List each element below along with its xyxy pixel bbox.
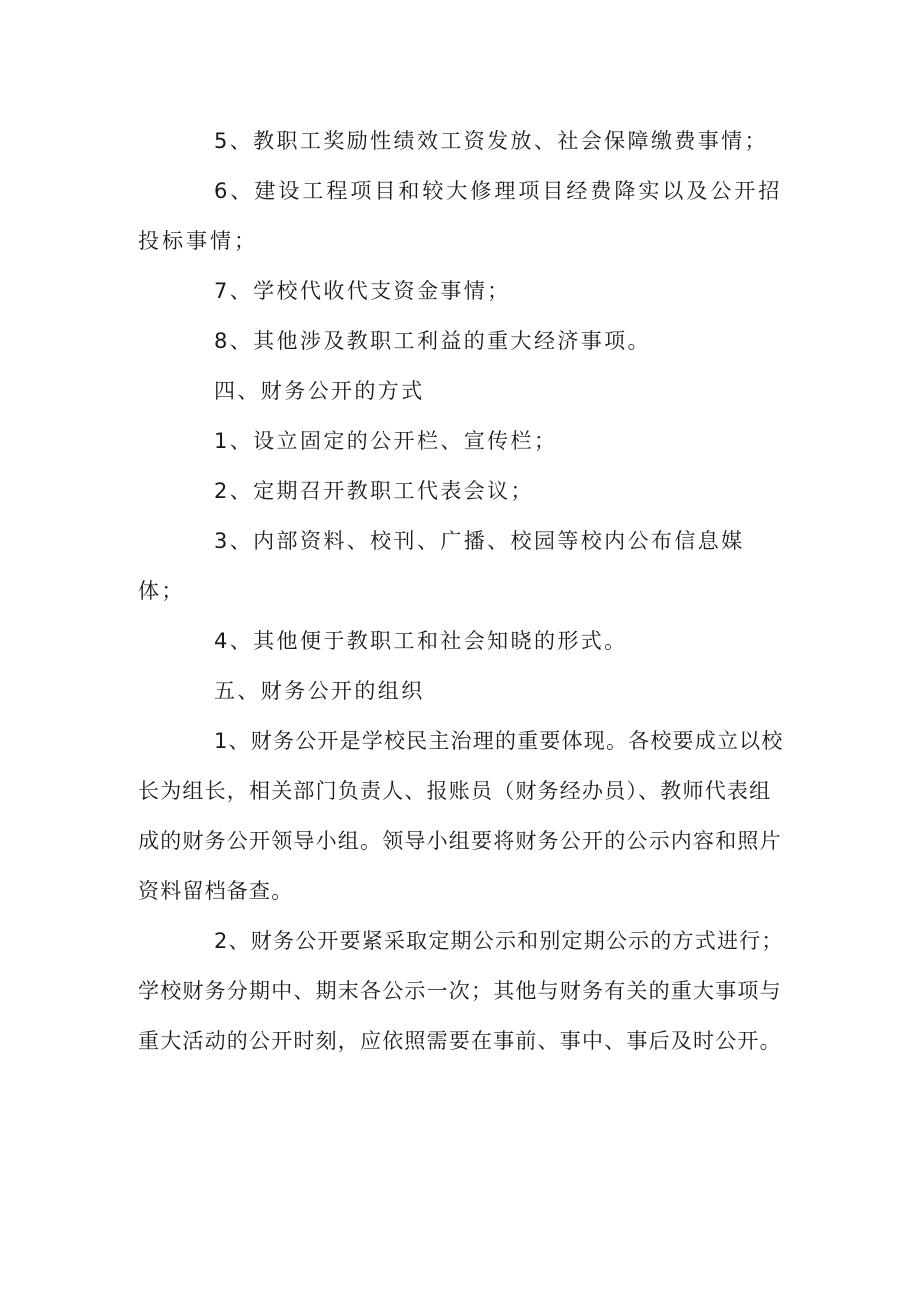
paragraph-item-6: 6、建设工程项目和较大修理项目经费降实以及公开招投标事情； — [138, 179, 783, 253]
paragraph-org-2: 2、财务公开要紧采取定期公示和别定期公示的方式进行；学校财务分期中、期末各公示一次；其他与财务有关的重大事项与重大活动的公开时刻，应依照需要在事前、事中、事后及时公开。 — [138, 929, 784, 1053]
paragraph-method-2: 2、定期召开教职工代表会议； — [214, 479, 534, 503]
section-heading-4: 四、财务公开的方式 — [214, 379, 425, 403]
document-body — [138, 116, 788, 1066]
paragraph-method-4: 4、其他便于教职工和社会知晓的形式。 — [214, 629, 628, 653]
paragraph-item-7: 7、学校代收代支资金事情； — [214, 279, 511, 303]
paragraph-item-5: 5、教职工奖励性绩效工资发放、社会保障缴费事情； — [214, 129, 768, 153]
paragraph-method-3: 3、内部资料、校刊、广播、校园等校内公布信息媒体； — [138, 529, 745, 603]
paragraph-method-1: 1、设立固定的公开栏、宣传栏； — [214, 429, 558, 453]
paragraph-org-1: 1、财务公开是学校民主治理的重要体现。各校要成立以校长为组长，相关部门负责人、报账员（财务经办员）、教师代表组成的财务公开领导小组。领导小组要将财务公开的公示内容和照片资料留档备查。 — [138, 729, 784, 903]
paragraph-item-8: 8、其他涉及教职工利益的重大经济事项。 — [214, 329, 651, 353]
section-heading-5: 五、财务公开的组织 — [214, 679, 425, 703]
